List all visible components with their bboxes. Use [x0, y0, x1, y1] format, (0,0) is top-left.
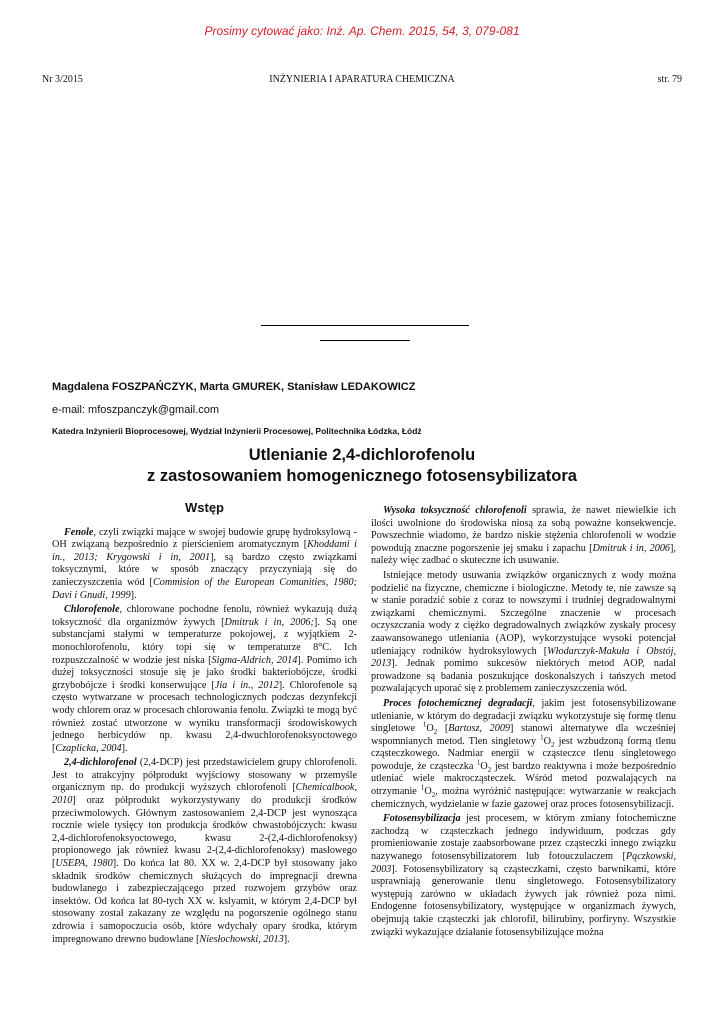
divider-line	[261, 325, 469, 326]
paragraph-phenols: Fenole, czyli związki mające w swojej budowie grupę hydroksylową -OH związaną bezpośrednio z pierścieniem aromatycznym [Khoddami i in., 2013; Krygowski i in, 2001], są bardzo często związkami toksycznymi, które w sposób znaczący przyczyniają się do zanieczyszczenia wód [Commision of the European Comunities, 1980; Davi i Gnudi, 1999].	[52, 526, 358, 601]
contact-email: e-mail: mfoszpanczyk@gmail.com	[52, 404, 220, 416]
authors: Magdalena FOSZPAŃCZYK, Marta GMUREK, Stanisław LEDAKOWICZ	[52, 381, 416, 393]
paragraph-methods: Istniejące metody usuwania związków organicznych z wody można podzielić na fizyczne, chemiczne i biologiczne. Metody te, nie zawsze są w stanie poradzić sobie z coraz to nowszymi i trudniej degradowalnymi związkami chemicznymi. Szczególne znaczenie w procesach oczyszczania wody z ciężko degradowalnych związków zyskały procesy zaawansowanego utleniania (AOP), wykorzystujące wysoki potencjał utleniający rodników hydroksylowych [Włodarczyk-Makuła i Obstój, 2013]. Jednak pomimo sukcesów niektórych metod AOP, nadal prowadzone są badania poszukujące doskonalszych i tańszych metod pozwalających uporać się z problemem zanieczyszczenia wód.	[371, 569, 676, 695]
divider-line-short	[320, 340, 410, 341]
title-line-1: Utlenianie 2,4-dichlorofenolu	[248, 446, 476, 464]
left-column	[52, 502, 357, 946]
title-line-2: z zastosowaniem homogenicznego fotosensybilizatora	[147, 467, 577, 485]
paragraph-photosensitization: Fotosensybilizacja jest procesem, w którym zmiany fotochemiczne zachodzą w cząsteczkach jednego indywiduum, podczas gdy promieniowanie zostaje zaabsorbowane przez cząsteczki innego związku nazywanego fotosensybilizatorem lub fotouczulaczem [Pączkowski, 2003]. Fotosensybilizatory są cząsteczkami, często barwnikami, które usprawniają generowanie tlenu singletowego. Fotosensybilizatory występują zarówno w układach żywych jak również poza nimi. Endogenne fotosensybilizatory, występujące w organizmach żywych, obejmują takie cząsteczki jak chlorofil, bilirubiny, porfiryny. Wszystkie związki wykazujące działanie fotosensybilizujące można	[371, 813, 676, 938]
paragraph-toxicity: Wysoka toksyczność chlorofenoli sprawia, że nawet niewielkie ich ilości uwolnione do środowiska niosą za sobą poważne konsekwencje. Powszechnie wiadomo, że bardzo niskie stężenia chlorofenoli w wodzie powodują znaczne pogorszenie jej smaku i zapachu [Dmitruk i in, 2006], należy więc zadbać o skuteczne ich usuwanie.	[371, 505, 676, 567]
page-number: str. 79	[657, 74, 682, 85]
paragraph-photochemical: Proces fotochemicznej degradacji, jakim jest fotosensybilizowane utlenianie, w którym do degradacji związku wykorzystuje się formę tlenu singletowe $^1O_2$ [Bartosz, 2009] stanowi alternatywe dla wcześniej wspomnianych metod. Tlen singletowy $^1O_2$ jest wzbudzoną formą tlenu cząsteczkowego. Nadmiar energii w cząsteczce tlenu singletowego powoduje, że cząsteczka $^1O_2$ jest bardzo reaktywna i może bezpośrednio utleniać wiele makrocząsteczek. Wśród metod pozwalających na otrzymanie $^1O_2$, można wyróżnić następujące: wytwarzanie w reakcjach chemicznych, wydzielanie w fazie gazowej oraz proces fotosensybilizacji.	[371, 697, 677, 810]
right-column	[371, 505, 676, 939]
paragraph-chlorophenols: Chlorofenole, chlorowane pochodne fenolu, również wykazują dużą toksyczność dla organizmów żywych [Dmitruk i in, 2006;]. Są one substancjami stałymi w temperaturze pokojowej, z wyjątkiem 2-monochlorofenolu, który topi się w temperaturze 8°C. Ich rozpuszczalność w wodzie jest niska [Sigma-Aldrich, 2014]. Pomimo ich dużej toksyczności stosuje się je jako środki bakteriobójcze, środki grzybobójcze i środki konserwujące [Jia i in., 2012]. Chlorofenole są często wytwarzane w procesach technologicznych podczas dezynfekcji wody chlorem oraz w procesach chlorowania fenolu. Związki te mogą być również zostać utworzone w wyniku transformacji środowiskowych jednego herbicydów np. kwasu 2,4-dwuchlorofenoksyoctowego [Czaplicka, 2004].	[52, 604, 358, 754]
citation-note: Prosimy cytować jako: Inż. Ap. Chem. 2015, 54, 3, 079-081	[204, 24, 520, 38]
affiliation: Katedra Inżynierii Bioprocesowej, Wydział Inżynierii Procesowej, Politechnika Łódzka, Łódź	[52, 426, 422, 436]
paragraph-dcp: 2,4-dichlorofenol (2,4-DCP) jest przedstawicielem grupy chlorofenoli. Jest to atrakcyjny półprodukt wyjściowy stosowany w przemyśle organicznym np. do produkcji wyższych chlorofenoli [Chemicalbook, 2010] oraz półprodukt wykorzystywany do produkcji środków przeciwmolowych. Głównym zastosowaniem 2,4-DCP jest wynosząca rocznie wiele tysięcy ton produkcja środków chwastobójczych: kwasu 2,4-dichlorofenoksyoctowego, kwasu 2-(2,4-dichlorofenoksy) propionowego jak również kwasu 2-(2,4-dichlorofenoksy) masłowego [USEPA, 1980]. Do końca lat 80. XX w. 2,4-DCP był stosowany jako składnik środków chemicznych służących do impregnacji drewna budowlanego i zabezpieczającego przed rozwojem grzybów oraz insektów. Od końca lat 80-tych XX w. kslyamit, w którym 2,4-DCP był stosowany został zakazany ze względu na pogorszenie ogólnego stanu zdrowia i samopoczucia osób, które wdychały opary środka, którym impregnowano drewno budowlane [Niesłochowski, 2013].	[52, 757, 357, 945]
article-title	[0, 445, 724, 487]
section-heading: Wstęp	[185, 500, 224, 515]
issue-number: Nr 3/2015	[42, 74, 83, 85]
journal-name: INŻYNIERIA I APARATURA CHEMICZNA	[269, 74, 455, 85]
